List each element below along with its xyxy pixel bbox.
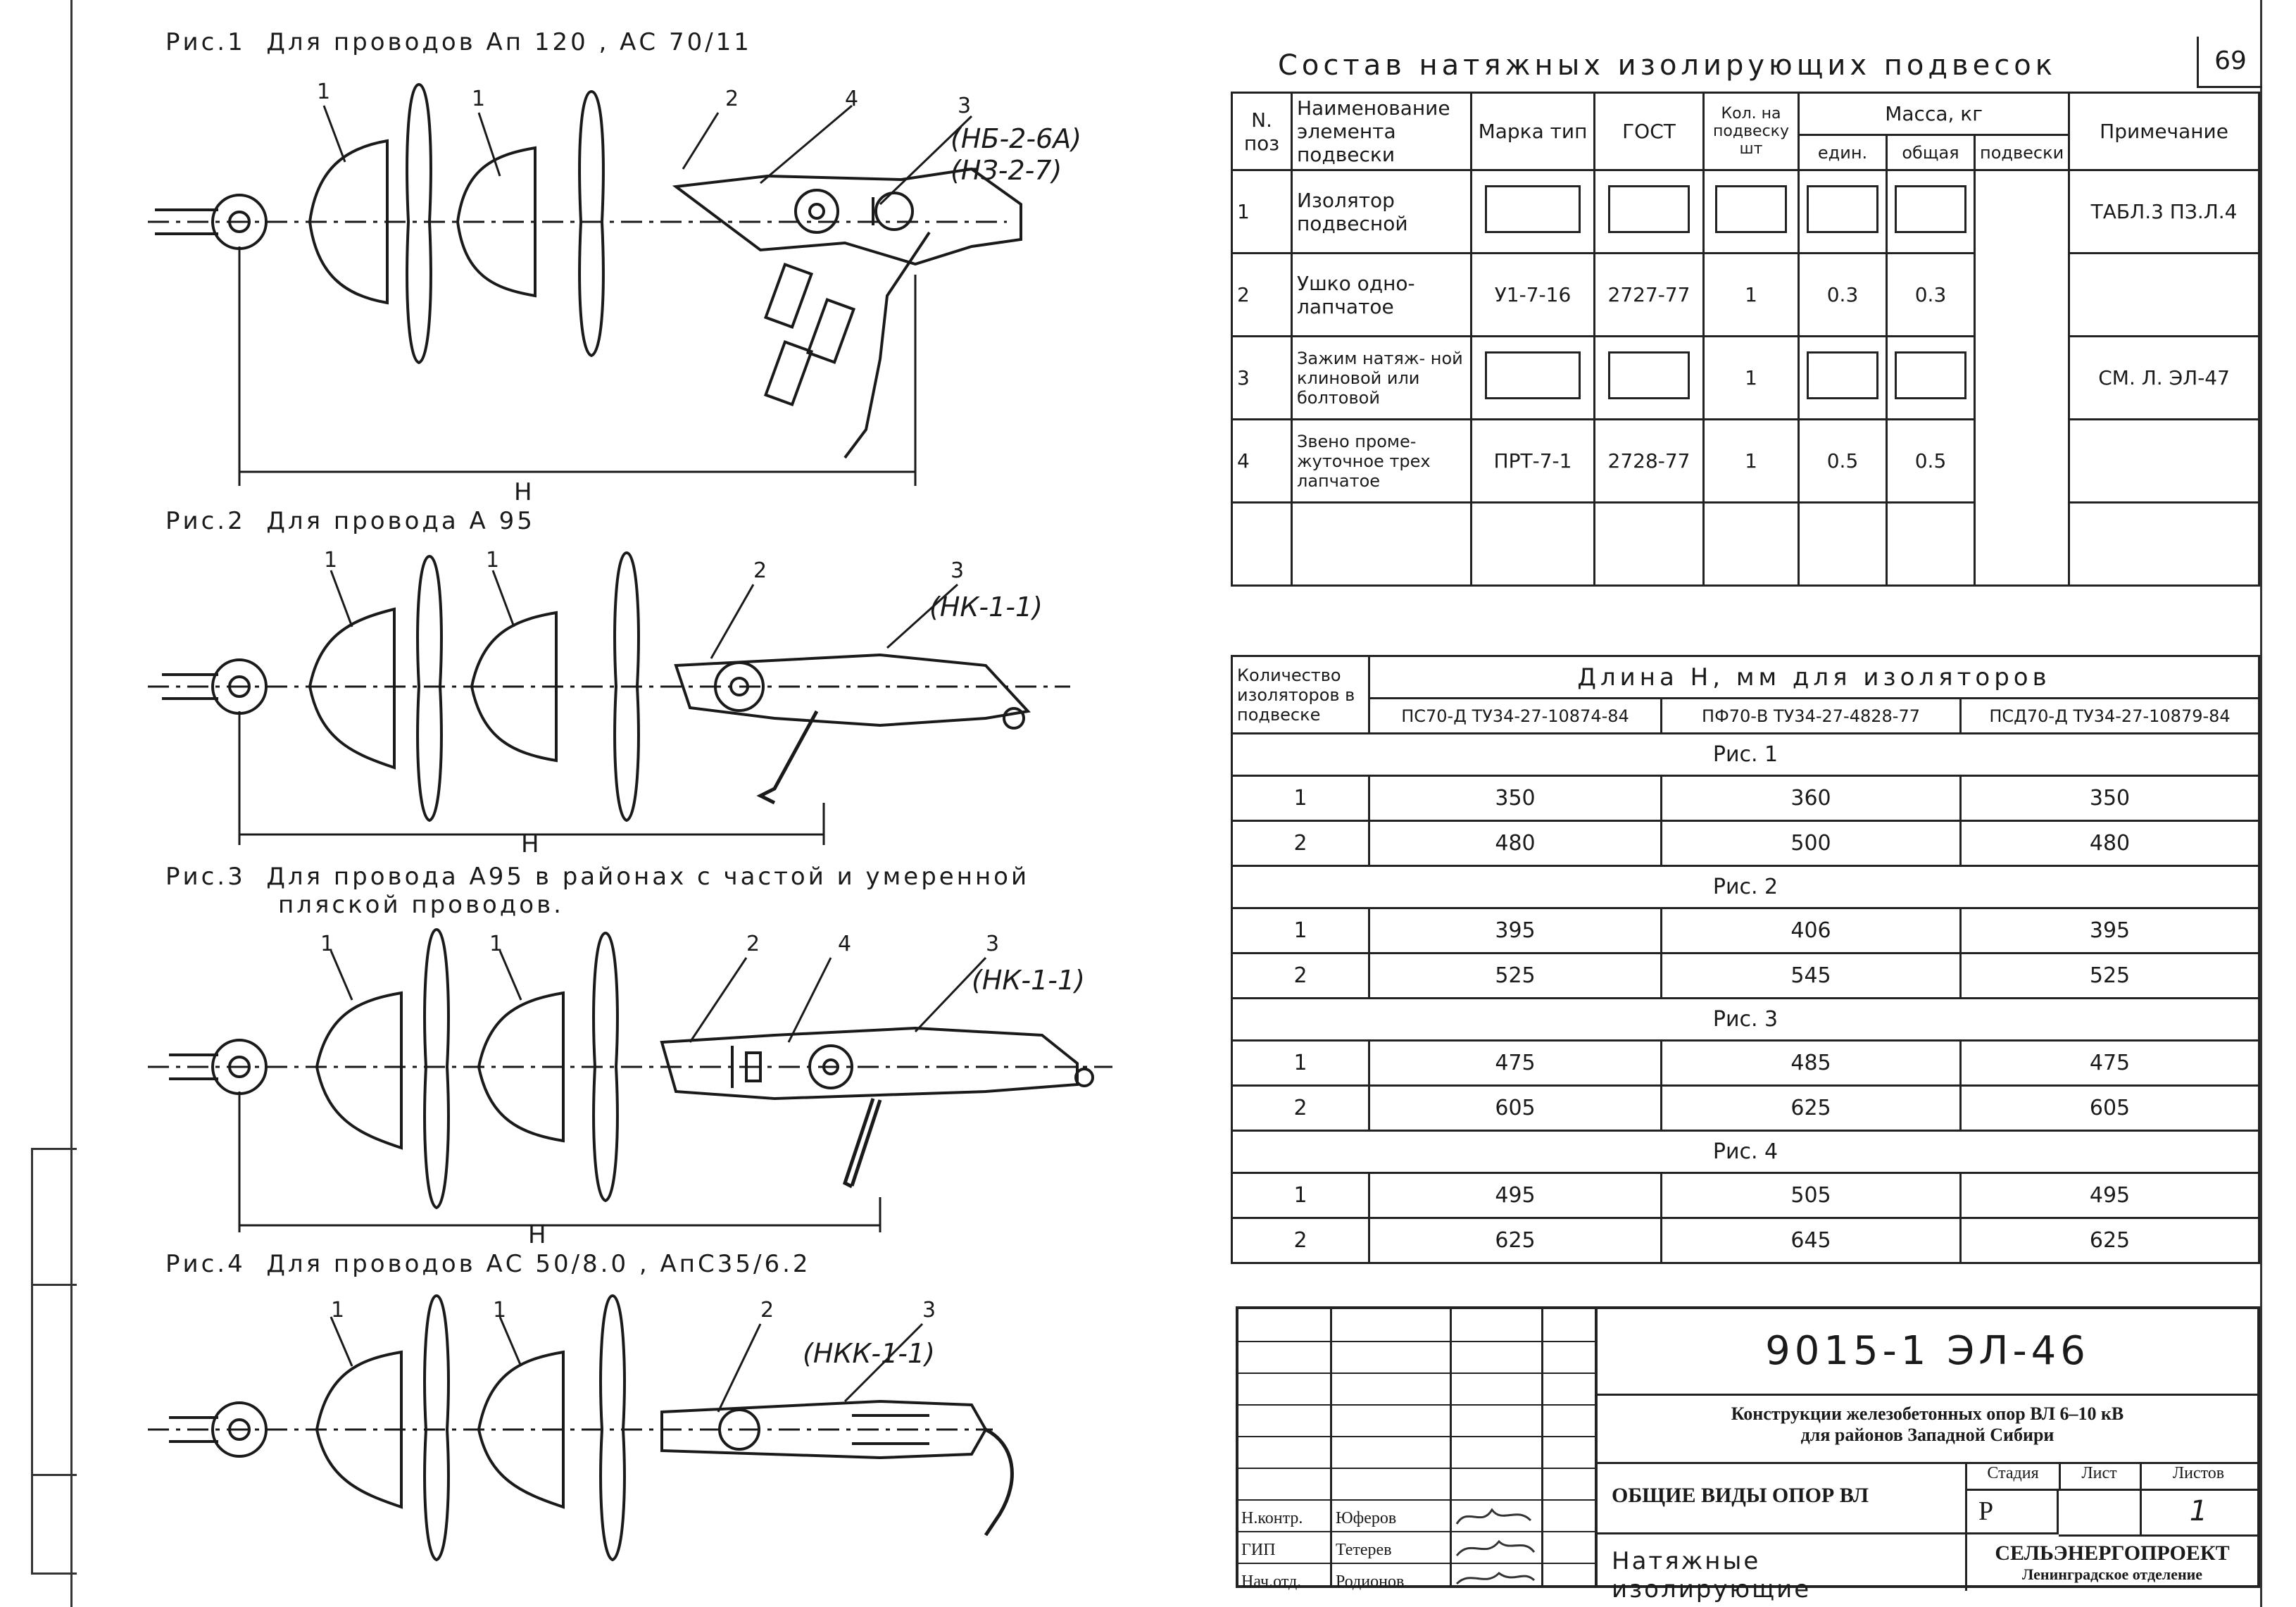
figure-3-caption-line2: пляской проводов. (278, 891, 564, 919)
blank-box (1608, 351, 1690, 399)
figure-1-clamp: (НБ-2-6А) (951, 123, 1082, 154)
col-name: Наименование элемента подвески (1292, 93, 1472, 170)
figure-4-label-3: 3 (922, 1298, 936, 1323)
table-row: 2 525 545 525 (1232, 953, 2259, 999)
figure-3-label-1b: 1 (489, 932, 503, 956)
name-teterev: Тетерев (1336, 1541, 1392, 1559)
col-qty: Кол. на подвеску шт (1704, 93, 1799, 170)
stage-label: Стадия (1967, 1464, 2061, 1491)
length-title: Длина Н, мм для изоляторов (1369, 656, 2259, 699)
figure-2-label-3: 3 (951, 558, 965, 583)
figure-4-label-1b: 1 (493, 1298, 507, 1323)
table-row: 2 625 645 625 (1232, 1218, 2259, 1263)
blank-box (1895, 185, 1966, 233)
figure-2-caption: Рис.2 Для провода А 95 (165, 507, 535, 535)
figure-1-dim-h: Н (514, 478, 532, 506)
name-rodionov: Родионов (1336, 1572, 1405, 1591)
blank-box (1715, 185, 1787, 233)
length-col-psd70: ПСД70-Д ТУ34-27-10879-84 (1961, 699, 2259, 734)
figure-3-caption: Рис.3 Для провода А95 в районах с частой и умеренной (165, 863, 1030, 891)
figure-1-drawing (141, 63, 1141, 514)
col-num: N. поз (1232, 93, 1292, 170)
figure-4-drawing (141, 1282, 1056, 1577)
signatures (1453, 1503, 1538, 1591)
blank-box (1485, 185, 1581, 233)
section-title: ОБЩИЕ ВИДЫ ОПОР ВЛ (1612, 1484, 1869, 1507)
group-label: Рис. 3 (1232, 999, 2259, 1041)
project-title: Конструкции железобетонных опор ВЛ 6–10 кВ (1731, 1403, 2124, 1424)
sheets-label: Листов (2140, 1464, 2257, 1491)
figure-2-label-1b: 1 (486, 548, 500, 573)
blank-box (1608, 185, 1690, 233)
name-yuferov: Юферов (1336, 1509, 1397, 1527)
drawing-code: 9015-1 ЭЛ-46 (1765, 1328, 2090, 1374)
stage-value: Р (1967, 1489, 2059, 1534)
table-row: 2 Ушко одно- лапчатое У1-7-16 2727-77 1 0.3 0.3 (1232, 254, 2259, 337)
org-name: СЕЛЬЭНЕРГОПРОЕКТ (1995, 1542, 2230, 1565)
table-row: 1 475 485 475 (1232, 1041, 2259, 1086)
figure-3-clamp: (НК-1-1) (972, 965, 1085, 996)
composition-title: Состав натяжных изолирующих подвесок (1278, 49, 2057, 82)
col-mass-susp: подвески (1975, 135, 2069, 170)
figure-2-label-1a: 1 (324, 548, 338, 573)
table-row: 1 350 360 350 (1232, 776, 2259, 821)
col-mark: Марка тип (1472, 93, 1595, 170)
figure-1-label-2: 2 (725, 87, 739, 111)
blank-box (1895, 351, 1966, 399)
figure-4-label-1a: 1 (331, 1298, 345, 1323)
org-subtitle: Ленинградское отделение (2021, 1565, 2203, 1583)
sheet-label: Лист (2059, 1464, 2142, 1491)
table-row: 4 Звено проме- жуточное трех лапчатое ПРТ-7-1 2728-77 1 0.5 0.5 (1232, 420, 2259, 503)
figure-2-drawing (141, 542, 1127, 859)
col-gost: ГОСТ (1595, 93, 1704, 170)
role-n-kontr: Н.контр. (1241, 1509, 1303, 1527)
col-mass: Масса, кг (1799, 93, 2069, 135)
table-row: 2 605 625 605 (1232, 1086, 2259, 1131)
table-row: 2 480 500 480 (1232, 821, 2259, 866)
page-number-box (2197, 37, 2262, 88)
figure-2-dim-h: Н (521, 830, 539, 858)
figure-1-label-1b: 1 (472, 87, 486, 111)
col-mass-unit: един. (1799, 135, 1887, 170)
blank-box (1807, 185, 1878, 233)
col-note: Примечание (2069, 93, 2259, 170)
role-gip: ГИП (1241, 1541, 1276, 1559)
frame-line-right (2260, 0, 2262, 1607)
table-row: 3 Зажим натяж- ной клиновой или болтовой 1 СМ. Л. ЭЛ-47 (1232, 337, 2259, 420)
blank-box (1485, 351, 1581, 399)
page-number: 69 (2214, 46, 2247, 75)
group-label: Рис. 4 (1232, 1131, 2259, 1173)
figure-1-label-3: 3 (958, 94, 972, 118)
length-col-ps70: ПС70-Д ТУ34-27-10874-84 (1369, 699, 1662, 734)
blank-box (1807, 351, 1878, 399)
figure-4-clamp: (НКК-1-1) (803, 1338, 935, 1369)
figure-3-label-2: 2 (746, 932, 760, 956)
title-block (1236, 1306, 2260, 1603)
figure-3-label-4: 4 (838, 932, 852, 956)
length-col-pf70: ПФ70-В ТУ34-27-4828-77 (1662, 699, 1961, 734)
group-label: Рис. 1 (1232, 734, 2259, 776)
figure-3-label-1a: 1 (320, 932, 334, 956)
figure-4-label-2: 2 (760, 1298, 774, 1323)
side-stamp (31, 1148, 77, 1575)
figure-2-label-2: 2 (753, 558, 767, 583)
figure-1-label-4: 4 (845, 87, 859, 111)
project-subtitle: для районов Западной Сибири (1800, 1425, 2055, 1445)
table-row: 1 Изолятор подвесной ТАБЛ.3 ПЗ.Л.4 (1232, 170, 2259, 254)
length-table (1231, 655, 2260, 1264)
group-label: Рис. 2 (1232, 866, 2259, 908)
figure-3-dim-h: Н (528, 1221, 546, 1246)
composition-table (1231, 92, 2260, 587)
table-row-empty (1232, 503, 2259, 586)
qty-header: Количество изоляторов в подвеске (1232, 656, 1369, 734)
figure-2-clamp: (НК-1-1) (929, 592, 1043, 623)
figure-1-label-1a: 1 (317, 80, 331, 104)
figure-4-caption: Рис.4 Для проводов АС 50/8.0 , АпС35/6.2 (165, 1250, 811, 1278)
table-row: 1 395 406 395 (1232, 908, 2259, 953)
figure-1-caption: Рис.1 Для проводов Ап 120 , АС 70/11 (165, 28, 752, 56)
figure-1-clamp2: (НЗ-2-7) (951, 155, 1062, 186)
figure-3-drawing (141, 915, 1141, 1246)
role-nach-otd: Нач.отд. (1241, 1572, 1302, 1591)
col-mass-total: общая (1887, 135, 1975, 170)
sheet-title: Натяжные изолирующие (1612, 1547, 1812, 1603)
table-row: 1 495 505 495 (1232, 1173, 2259, 1218)
figure-3-label-3: 3 (986, 932, 1000, 956)
sheets-value: 1 (2140, 1489, 2257, 1537)
